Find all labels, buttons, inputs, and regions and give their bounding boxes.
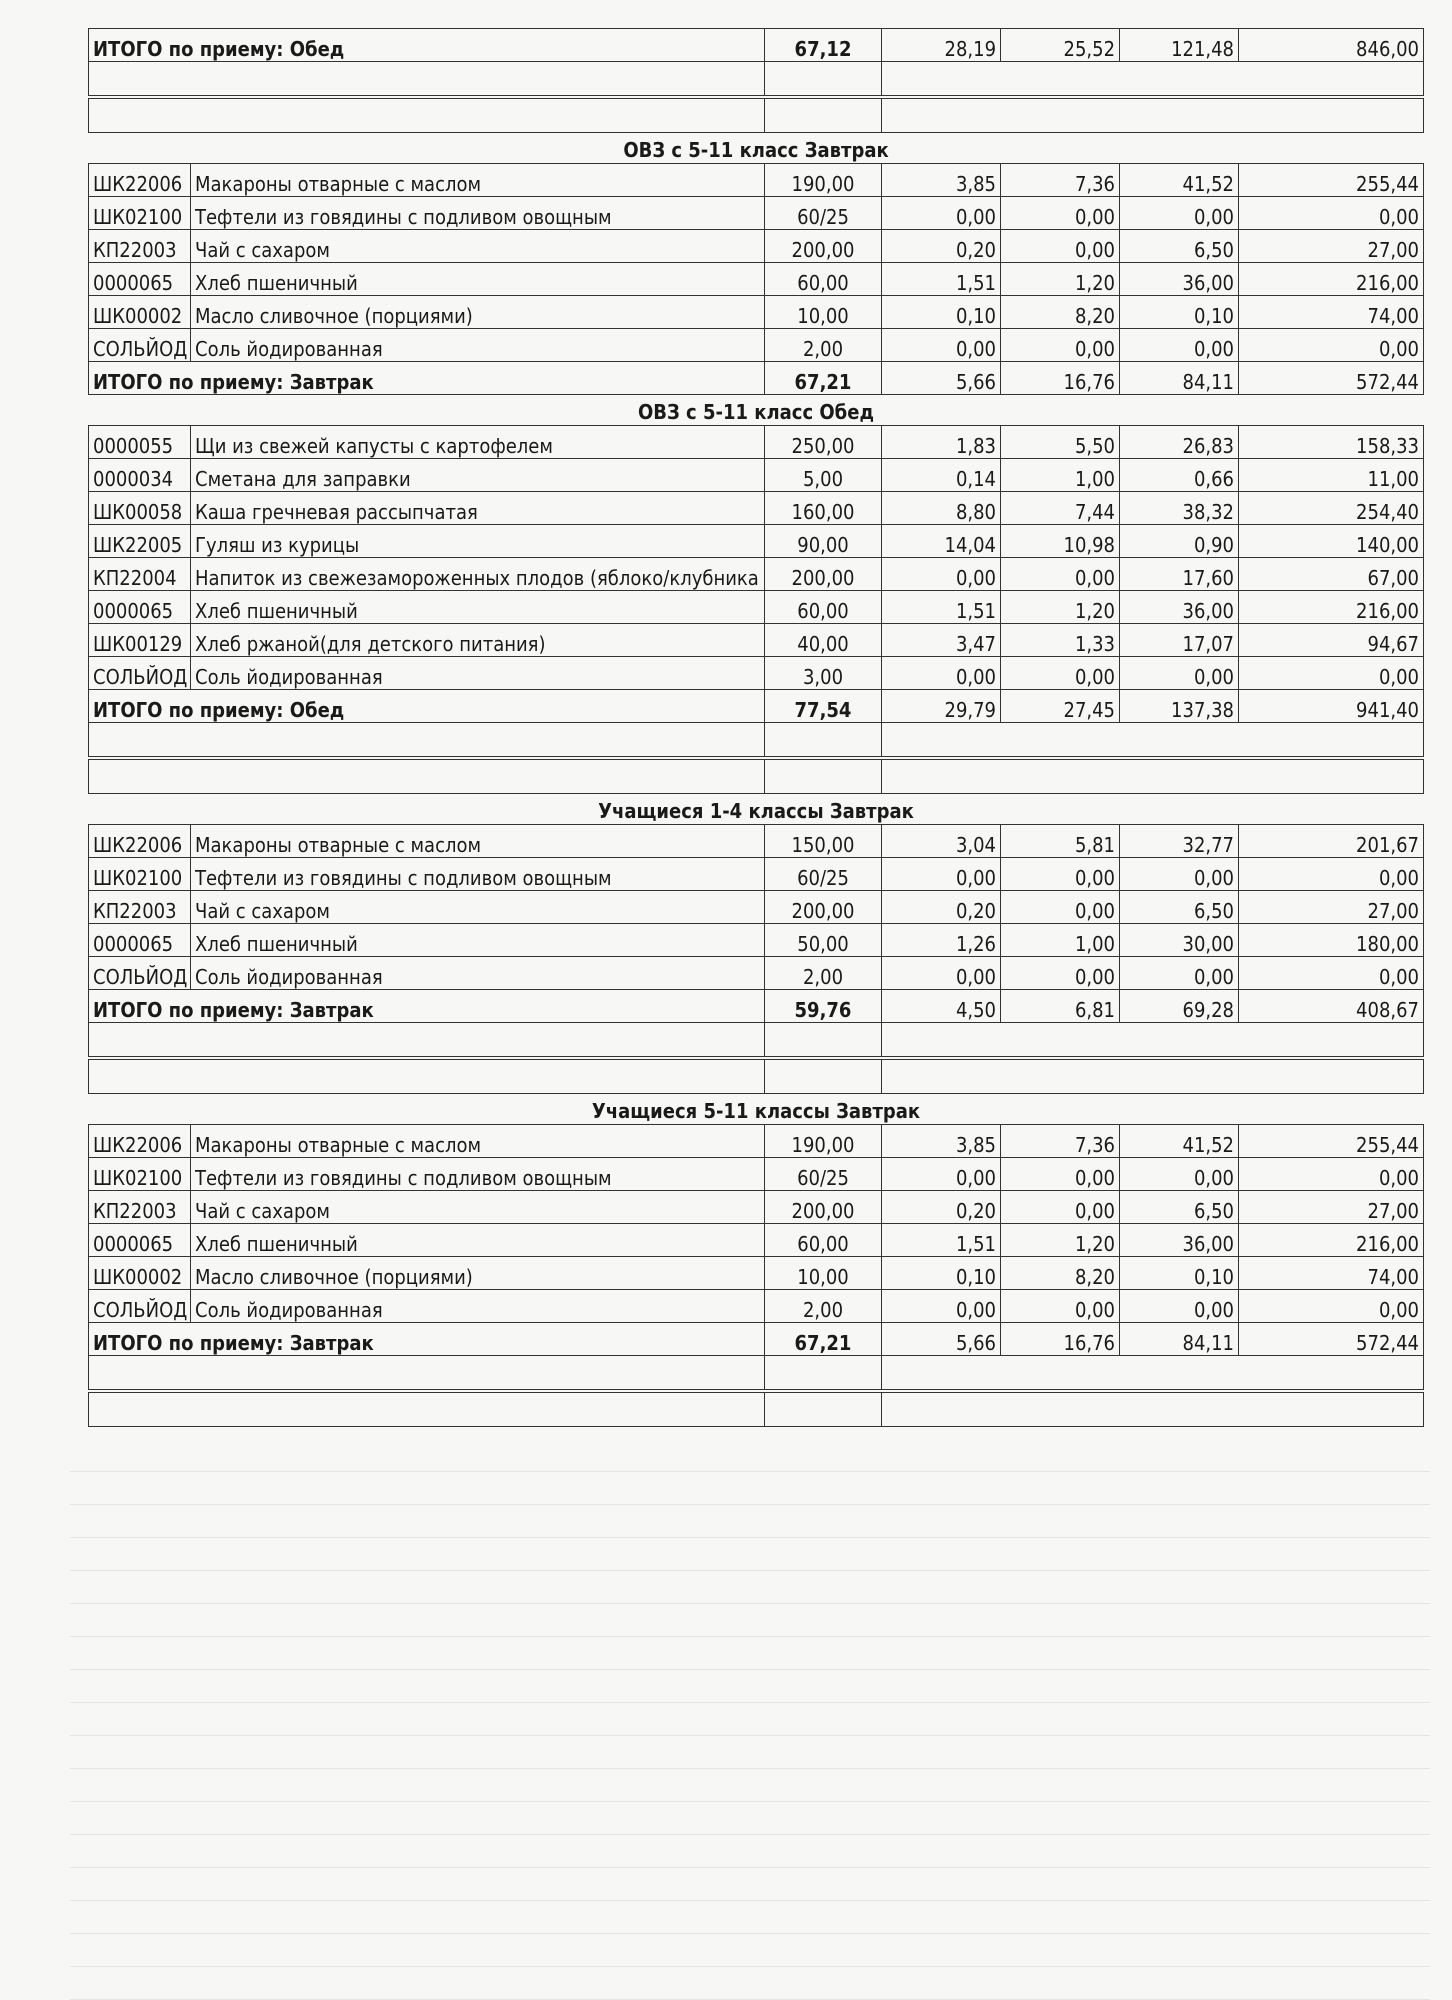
empty-cell — [89, 1356, 765, 1392]
item-protein: 0,00 — [882, 1290, 1001, 1323]
item-qty: 200,00 — [765, 230, 882, 263]
item-name: Хлеб пшеничный — [191, 924, 765, 957]
total-qty: 59,76 — [765, 990, 882, 1023]
table-row — [89, 1257, 1424, 1290]
table-row — [89, 1158, 1424, 1191]
item-fat: 0,00 — [1001, 1290, 1120, 1323]
item-carbs: 17,07 — [1120, 624, 1239, 657]
empty-cell — [765, 1058, 882, 1094]
item-name: Гуляш из курицы — [191, 525, 765, 558]
table-row — [89, 825, 1424, 858]
item-carbs: 6,50 — [1120, 891, 1239, 924]
item-protein: 0,00 — [882, 858, 1001, 891]
item-qty: 5,00 — [765, 459, 882, 492]
item-fat: 1,20 — [1001, 591, 1120, 624]
total-qty: 67,21 — [765, 1323, 882, 1356]
bleed-through-background — [70, 1440, 1430, 2000]
table-row — [89, 263, 1424, 296]
item-carbs: 0,00 — [1120, 858, 1239, 891]
item-name: Масло сливочное (порциями) — [191, 296, 765, 329]
empty-row — [89, 1391, 1424, 1427]
item-energy: 255,44 — [1239, 164, 1424, 197]
item-protein: 0,20 — [882, 891, 1001, 924]
top-total-table — [88, 28, 1424, 133]
item-qty: 150,00 — [765, 825, 882, 858]
item-code: КП22003 — [89, 230, 191, 263]
item-carbs: 36,00 — [1120, 1224, 1239, 1257]
table-row — [89, 1191, 1424, 1224]
item-name: Чай с сахаром — [191, 1191, 765, 1224]
item-protein: 1,83 — [882, 426, 1001, 459]
menu-table — [88, 425, 1424, 794]
item-energy: 94,67 — [1239, 624, 1424, 657]
total-qty: 77,54 — [765, 690, 882, 723]
item-protein: 14,04 — [882, 525, 1001, 558]
item-qty: 3,00 — [765, 657, 882, 690]
item-qty: 190,00 — [765, 164, 882, 197]
table-row — [89, 230, 1424, 263]
total-row — [89, 690, 1424, 723]
item-code: СОЛЬЙОД — [89, 957, 191, 990]
item-name: Хлеб пшеничный — [191, 1224, 765, 1257]
table-row — [89, 1224, 1424, 1257]
item-qty: 2,00 — [765, 957, 882, 990]
item-name: Макароны отварные с маслом — [191, 164, 765, 197]
item-energy: 11,00 — [1239, 459, 1424, 492]
total-energy: 572,44 — [1239, 362, 1424, 395]
total-label: ИТОГО по приему: Завтрак — [89, 990, 765, 1023]
empty-cell — [89, 758, 765, 794]
item-energy: 27,00 — [1239, 230, 1424, 263]
item-qty: 60,00 — [765, 1224, 882, 1257]
menu-sections — [88, 137, 1424, 1427]
item-qty: 200,00 — [765, 891, 882, 924]
item-qty: 40,00 — [765, 624, 882, 657]
item-protein: 0,10 — [882, 296, 1001, 329]
item-code: ШК00002 — [89, 1257, 191, 1290]
item-name: Соль йодированная — [191, 957, 765, 990]
menu-section — [88, 399, 1424, 794]
total-fat: 27,45 — [1001, 690, 1120, 723]
item-name: Тефтели из говядины с подливом овощным — [191, 858, 765, 891]
table-row — [89, 657, 1424, 690]
total-qty: 67,21 — [765, 362, 882, 395]
item-protein: 8,80 — [882, 492, 1001, 525]
item-code: ШК22006 — [89, 1125, 191, 1158]
item-carbs: 6,50 — [1120, 1191, 1239, 1224]
item-energy: 0,00 — [1239, 957, 1424, 990]
total-energy: 572,44 — [1239, 1323, 1424, 1356]
item-fat: 1,20 — [1001, 263, 1120, 296]
item-energy: 216,00 — [1239, 263, 1424, 296]
item-carbs: 0,10 — [1120, 296, 1239, 329]
empty-cell — [882, 758, 1424, 794]
menu-document — [88, 28, 1424, 1427]
item-fat: 1,00 — [1001, 924, 1120, 957]
item-name: Чай с сахаром — [191, 230, 765, 263]
item-name: Щи из свежей капусты с картофелем — [191, 426, 765, 459]
total-carbs: 84,11 — [1120, 362, 1239, 395]
total-row — [89, 29, 1424, 62]
empty-cell — [89, 1058, 765, 1094]
empty-row — [89, 1058, 1424, 1094]
item-energy: 0,00 — [1239, 657, 1424, 690]
item-energy: 0,00 — [1239, 1290, 1424, 1323]
item-energy: 158,33 — [1239, 426, 1424, 459]
item-energy: 74,00 — [1239, 296, 1424, 329]
item-code: КП22003 — [89, 1191, 191, 1224]
item-qty: 50,00 — [765, 924, 882, 957]
empty-cell — [882, 1391, 1424, 1427]
total-energy: 846,00 — [1239, 29, 1424, 62]
item-energy: 27,00 — [1239, 891, 1424, 924]
item-code: ШК22006 — [89, 825, 191, 858]
item-code: КП22004 — [89, 558, 191, 591]
table-row — [89, 1290, 1424, 1323]
item-fat: 0,00 — [1001, 558, 1120, 591]
item-code: 0000034 — [89, 459, 191, 492]
item-fat: 1,20 — [1001, 1224, 1120, 1257]
section-heading: Учащиеся 5-11 классы Завтрак — [591, 1099, 921, 1123]
total-protein: 4,50 — [882, 990, 1001, 1023]
empty-cell — [765, 723, 882, 759]
item-qty: 60/25 — [765, 1158, 882, 1191]
item-code: ШК02100 — [89, 1158, 191, 1191]
empty-cell — [89, 723, 765, 759]
menu-section — [88, 798, 1424, 1094]
item-energy: 27,00 — [1239, 1191, 1424, 1224]
item-carbs: 0,00 — [1120, 1158, 1239, 1191]
item-protein: 3,04 — [882, 825, 1001, 858]
item-energy: 180,00 — [1239, 924, 1424, 957]
item-protein: 0,00 — [882, 197, 1001, 230]
item-energy: 216,00 — [1239, 1224, 1424, 1257]
empty-cell — [882, 723, 1424, 759]
item-qty: 250,00 — [765, 426, 882, 459]
item-code: 0000065 — [89, 591, 191, 624]
item-qty: 160,00 — [765, 492, 882, 525]
item-protein: 3,85 — [882, 1125, 1001, 1158]
total-fat: 6,81 — [1001, 990, 1120, 1023]
table-row — [89, 1125, 1424, 1158]
item-energy: 255,44 — [1239, 1125, 1424, 1158]
section-heading: Учащиеся 1-4 классы Завтрак — [598, 799, 914, 823]
item-carbs: 0,00 — [1120, 329, 1239, 362]
empty-row — [89, 62, 1424, 98]
item-qty: 60/25 — [765, 197, 882, 230]
table-row — [89, 525, 1424, 558]
item-name: Тефтели из говядины с подливом овощным — [191, 1158, 765, 1191]
item-code: ШК22006 — [89, 164, 191, 197]
item-carbs: 26,83 — [1120, 426, 1239, 459]
item-name: Соль йодированная — [191, 657, 765, 690]
item-energy: 254,40 — [1239, 492, 1424, 525]
item-fat: 1,33 — [1001, 624, 1120, 657]
item-code: СОЛЬЙОД — [89, 657, 191, 690]
item-protein: 0,00 — [882, 329, 1001, 362]
table-row — [89, 924, 1424, 957]
item-fat: 8,20 — [1001, 296, 1120, 329]
table-row — [89, 164, 1424, 197]
item-energy: 0,00 — [1239, 1158, 1424, 1191]
item-protein: 1,51 — [882, 263, 1001, 296]
item-protein: 0,00 — [882, 657, 1001, 690]
total-protein: 5,66 — [882, 1323, 1001, 1356]
item-protein: 1,51 — [882, 591, 1001, 624]
item-energy: 0,00 — [1239, 858, 1424, 891]
total-qty: 67,12 — [765, 29, 882, 62]
item-carbs: 32,77 — [1120, 825, 1239, 858]
item-carbs: 36,00 — [1120, 591, 1239, 624]
table-row — [89, 957, 1424, 990]
empty-cell — [765, 758, 882, 794]
item-code: ШК22005 — [89, 525, 191, 558]
item-fat: 0,00 — [1001, 230, 1120, 263]
menu-table — [88, 1124, 1424, 1427]
item-carbs: 0,00 — [1120, 957, 1239, 990]
menu-table — [88, 824, 1424, 1094]
item-energy: 74,00 — [1239, 1257, 1424, 1290]
item-carbs: 38,32 — [1120, 492, 1239, 525]
item-fat: 0,00 — [1001, 891, 1120, 924]
item-protein: 0,14 — [882, 459, 1001, 492]
item-energy: 140,00 — [1239, 525, 1424, 558]
table-row — [89, 459, 1424, 492]
item-protein: 3,85 — [882, 164, 1001, 197]
item-code: СОЛЬЙОД — [89, 1290, 191, 1323]
empty-row — [89, 1023, 1424, 1059]
total-row — [89, 362, 1424, 395]
empty-cell — [89, 1391, 765, 1427]
item-name: Тефтели из говядины с подливом овощным — [191, 197, 765, 230]
empty-cell — [882, 1023, 1424, 1059]
item-protein: 3,47 — [882, 624, 1001, 657]
section-heading: ОВЗ с 5-11 класс Обед — [638, 400, 874, 424]
empty-cell — [882, 1058, 1424, 1094]
total-energy: 408,67 — [1239, 990, 1424, 1023]
total-protein: 28,19 — [882, 29, 1001, 62]
item-fat: 1,00 — [1001, 459, 1120, 492]
total-label: ИТОГО по приему: Завтрак — [89, 1323, 765, 1356]
menu-section — [88, 1098, 1424, 1427]
item-qty: 2,00 — [765, 329, 882, 362]
item-code: ШК00058 — [89, 492, 191, 525]
item-fat: 0,00 — [1001, 957, 1120, 990]
item-carbs: 41,52 — [1120, 1125, 1239, 1158]
item-name: Сметана для заправки — [191, 459, 765, 492]
item-fat: 0,00 — [1001, 1191, 1120, 1224]
empty-cell — [89, 1023, 765, 1059]
item-carbs: 17,60 — [1120, 558, 1239, 591]
item-qty: 200,00 — [765, 558, 882, 591]
table-row — [89, 558, 1424, 591]
total-fat: 25,52 — [1001, 29, 1120, 62]
item-carbs: 0,00 — [1120, 197, 1239, 230]
item-code: ШК02100 — [89, 858, 191, 891]
section-heading: ОВЗ с 5-11 класс Завтрак — [623, 138, 889, 162]
table-row — [89, 426, 1424, 459]
empty-cell — [765, 1356, 882, 1392]
item-fat: 7,36 — [1001, 164, 1120, 197]
total-energy: 941,40 — [1239, 690, 1424, 723]
item-fat: 0,00 — [1001, 657, 1120, 690]
item-code: 0000055 — [89, 426, 191, 459]
table-row — [89, 858, 1424, 891]
total-row — [89, 990, 1424, 1023]
item-fat: 0,00 — [1001, 1158, 1120, 1191]
item-code: 0000065 — [89, 263, 191, 296]
item-code: СОЛЬЙОД — [89, 329, 191, 362]
empty-cell — [765, 1023, 882, 1059]
item-qty: 90,00 — [765, 525, 882, 558]
item-name: Напиток из свежезамороженных плодов (яблоко/клубника — [191, 558, 765, 591]
item-name: Соль йодированная — [191, 329, 765, 362]
total-fat: 16,76 — [1001, 362, 1120, 395]
item-energy: 0,00 — [1239, 329, 1424, 362]
item-name: Чай с сахаром — [191, 891, 765, 924]
item-code: 0000065 — [89, 1224, 191, 1257]
item-protein: 0,10 — [882, 1257, 1001, 1290]
item-qty: 190,00 — [765, 1125, 882, 1158]
item-code: ШК02100 — [89, 197, 191, 230]
item-qty: 2,00 — [765, 1290, 882, 1323]
item-qty: 60,00 — [765, 591, 882, 624]
item-energy: 0,00 — [1239, 197, 1424, 230]
empty-cell — [765, 1391, 882, 1427]
item-qty: 60/25 — [765, 858, 882, 891]
item-code: 0000065 — [89, 924, 191, 957]
item-qty: 60,00 — [765, 263, 882, 296]
item-protein: 0,00 — [882, 1158, 1001, 1191]
item-protein: 0,00 — [882, 558, 1001, 591]
item-qty: 10,00 — [765, 296, 882, 329]
item-protein: 1,51 — [882, 1224, 1001, 1257]
item-carbs: 30,00 — [1120, 924, 1239, 957]
item-name: Макароны отварные с маслом — [191, 825, 765, 858]
table-row — [89, 591, 1424, 624]
total-carbs: 121,48 — [1120, 29, 1239, 62]
item-fat: 5,81 — [1001, 825, 1120, 858]
item-carbs: 41,52 — [1120, 164, 1239, 197]
item-protein: 0,00 — [882, 957, 1001, 990]
empty-row — [89, 1356, 1424, 1392]
empty-row — [89, 723, 1424, 759]
item-protein: 1,26 — [882, 924, 1001, 957]
table-row — [89, 624, 1424, 657]
table-row — [89, 891, 1424, 924]
item-carbs: 0,90 — [1120, 525, 1239, 558]
item-fat: 10,98 — [1001, 525, 1120, 558]
item-carbs: 0,66 — [1120, 459, 1239, 492]
total-protein: 5,66 — [882, 362, 1001, 395]
item-carbs: 0,10 — [1120, 1257, 1239, 1290]
empty-row — [89, 97, 1424, 133]
item-name: Хлеб пшеничный — [191, 591, 765, 624]
item-name: Макароны отварные с маслом — [191, 1125, 765, 1158]
item-carbs: 36,00 — [1120, 263, 1239, 296]
item-fat: 0,00 — [1001, 329, 1120, 362]
item-energy: 67,00 — [1239, 558, 1424, 591]
table-row — [89, 329, 1424, 362]
menu-section — [88, 137, 1424, 395]
item-carbs: 6,50 — [1120, 230, 1239, 263]
item-carbs: 0,00 — [1120, 1290, 1239, 1323]
item-carbs: 0,00 — [1120, 657, 1239, 690]
item-code: ШК00002 — [89, 296, 191, 329]
total-carbs: 84,11 — [1120, 1323, 1239, 1356]
total-label: ИТОГО по приему: Завтрак — [89, 362, 765, 395]
empty-row — [89, 758, 1424, 794]
item-fat: 0,00 — [1001, 197, 1120, 230]
total-protein: 29,79 — [882, 690, 1001, 723]
total-row — [89, 1323, 1424, 1356]
item-name: Масло сливочное (порциями) — [191, 1257, 765, 1290]
total-fat: 16,76 — [1001, 1323, 1120, 1356]
menu-table — [88, 163, 1424, 395]
item-fat: 7,44 — [1001, 492, 1120, 525]
item-code: КП22003 — [89, 891, 191, 924]
item-qty: 10,00 — [765, 1257, 882, 1290]
total-carbs: 69,28 — [1120, 990, 1239, 1023]
item-protein: 0,20 — [882, 230, 1001, 263]
empty-cell — [882, 1356, 1424, 1392]
item-qty: 200,00 — [765, 1191, 882, 1224]
item-fat: 5,50 — [1001, 426, 1120, 459]
total-label: ИТОГО по приему: Обед — [89, 690, 765, 723]
item-fat: 7,36 — [1001, 1125, 1120, 1158]
total-carbs: 137,38 — [1120, 690, 1239, 723]
item-energy: 216,00 — [1239, 591, 1424, 624]
item-name: Хлеб пшеничный — [191, 263, 765, 296]
total-label: ИТОГО по приему: Обед — [89, 29, 765, 62]
item-name: Хлеб ржаной(для детского питания) — [191, 624, 765, 657]
table-row — [89, 492, 1424, 525]
item-fat: 0,00 — [1001, 858, 1120, 891]
item-name: Каша гречневая рассыпчатая — [191, 492, 765, 525]
item-fat: 8,20 — [1001, 1257, 1120, 1290]
item-name: Соль йодированная — [191, 1290, 765, 1323]
table-row — [89, 197, 1424, 230]
item-protein: 0,20 — [882, 1191, 1001, 1224]
item-energy: 201,67 — [1239, 825, 1424, 858]
item-code: ШК00129 — [89, 624, 191, 657]
table-row — [89, 296, 1424, 329]
